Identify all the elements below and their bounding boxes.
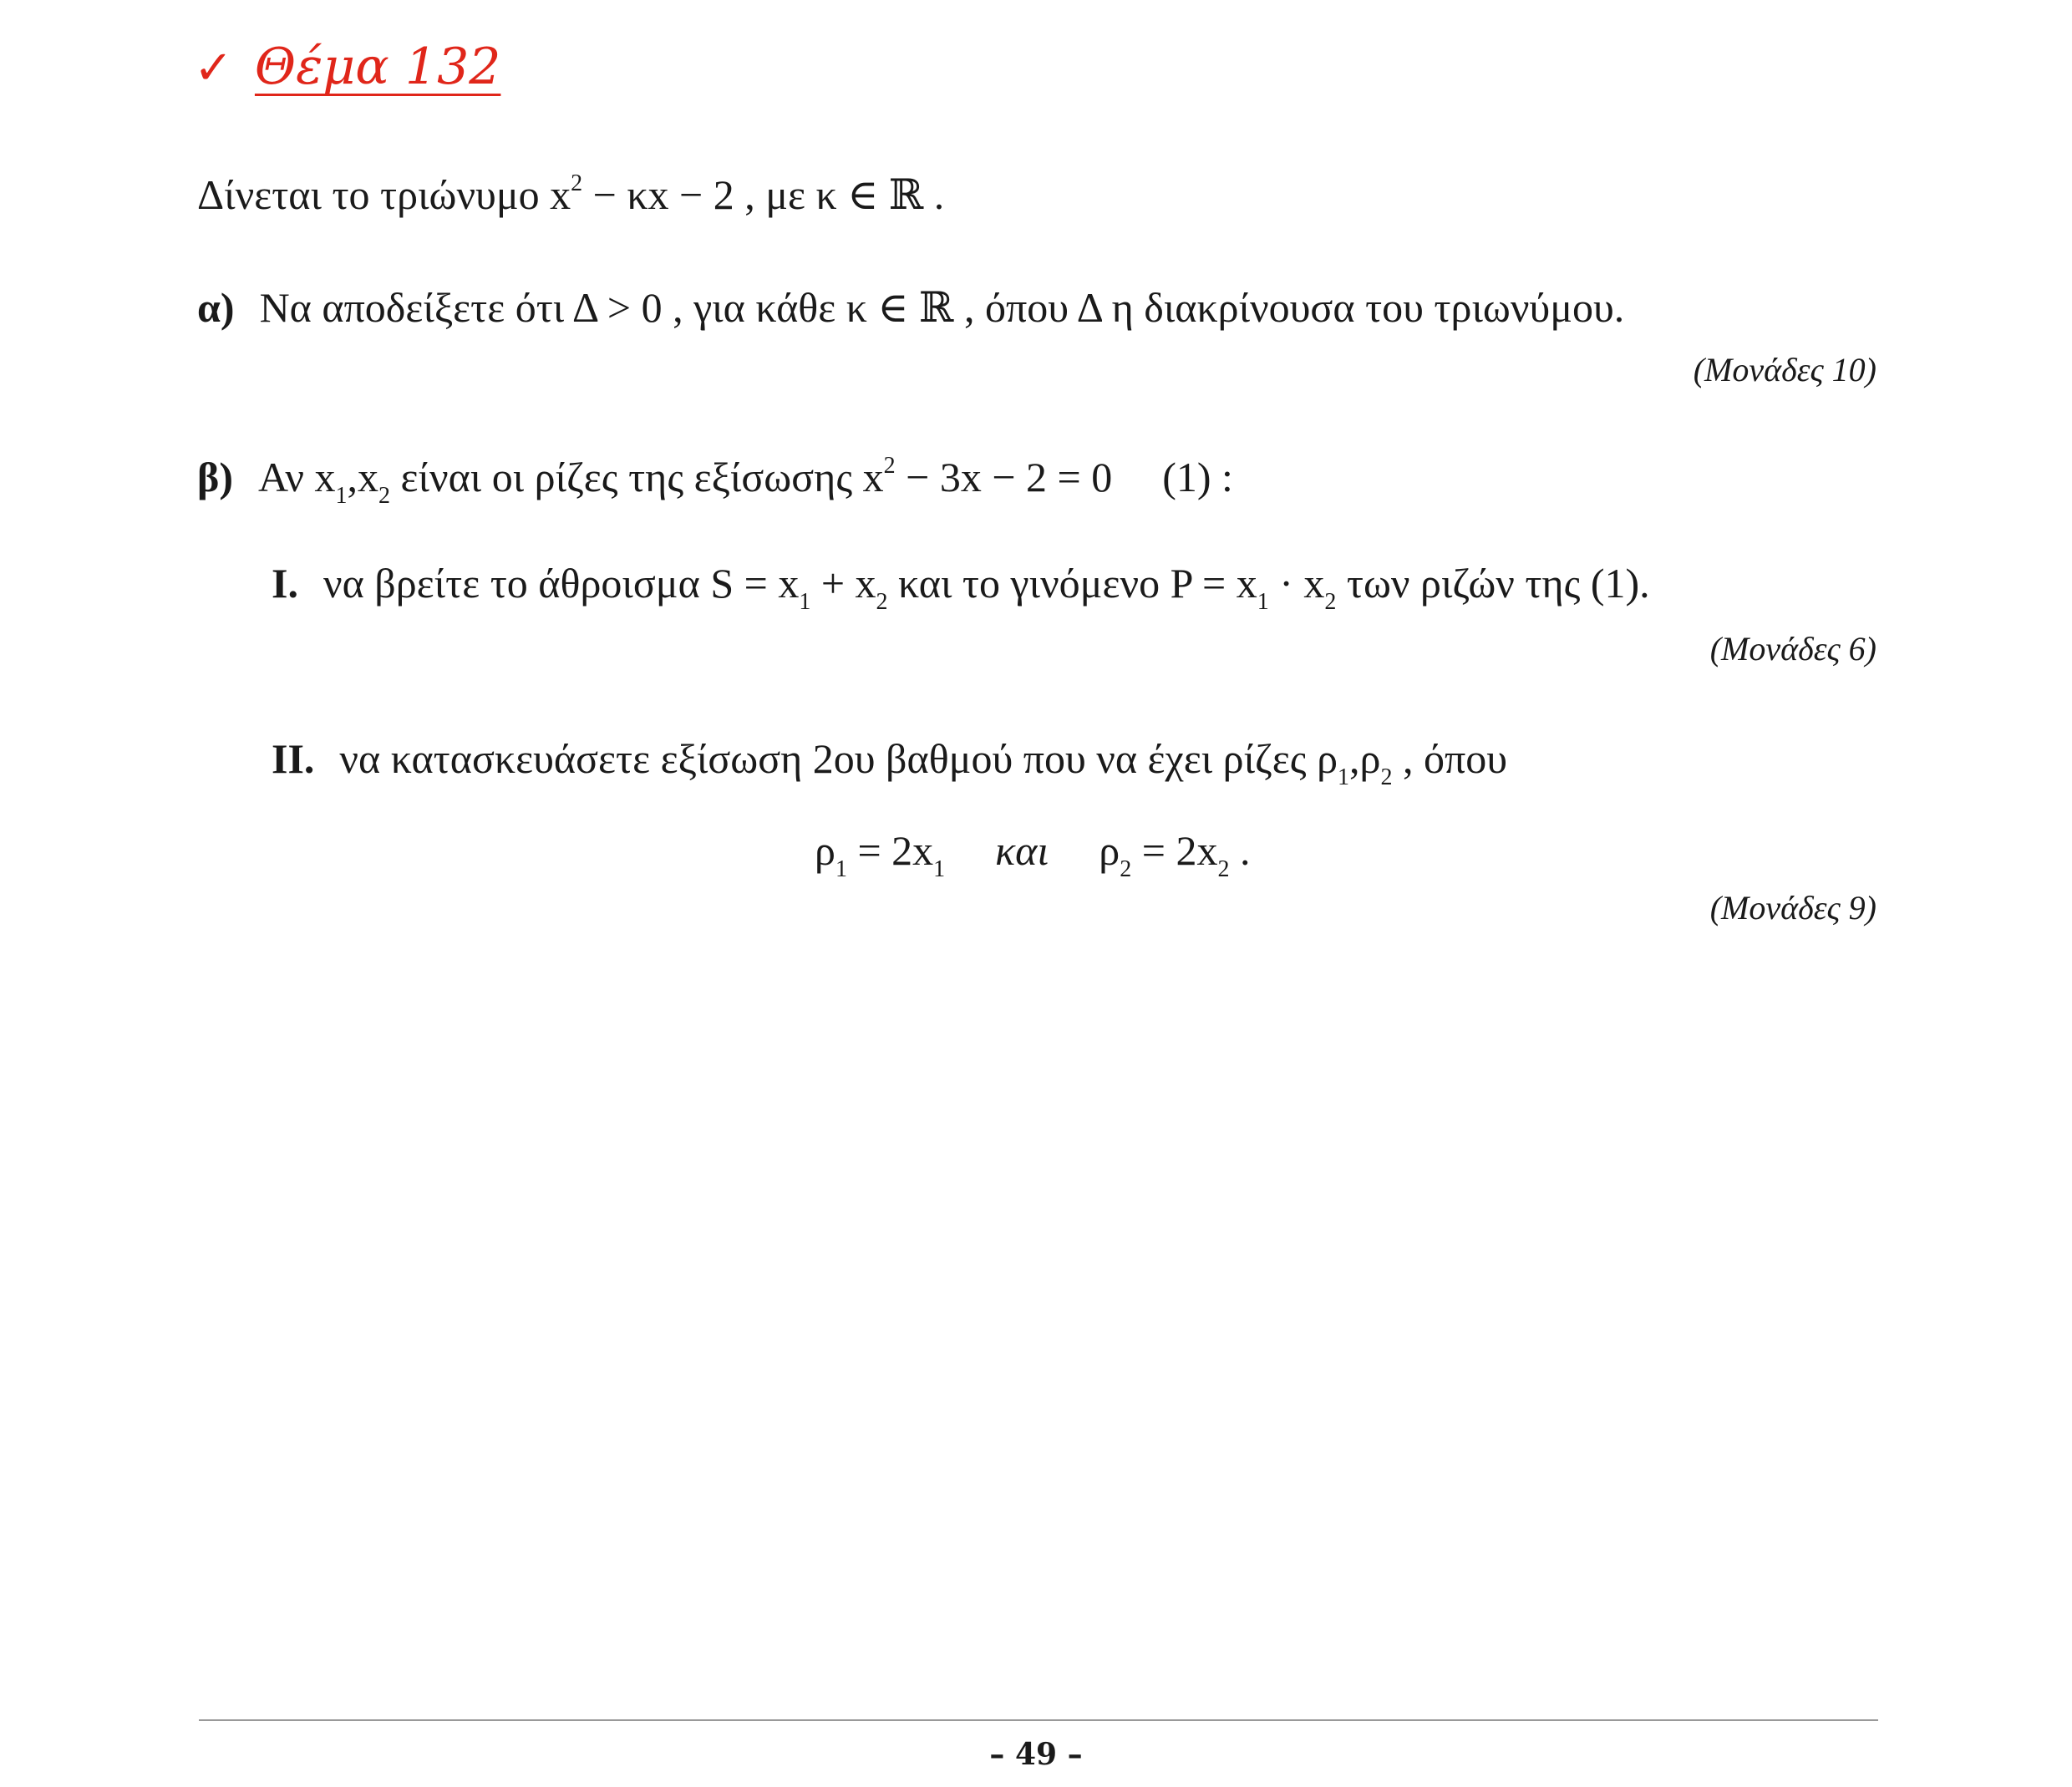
intro-poly-x: x	[550, 171, 571, 218]
part-a-text: Να αποδείξετε ότι Δ > 0 , για κάθε κ ∈ ℝ , όπου Δ η διακρίνουσα του τριωνύμου.	[259, 284, 1625, 331]
part-b-text-mid: είναι οι ρίζες της εξίσωσης	[390, 454, 863, 500]
topic-title-text: Θέμα 132	[254, 38, 501, 96]
part-b1-text-end: των ριζών της (1).	[1336, 560, 1650, 607]
eq-end: .	[1229, 827, 1251, 874]
part-b1-sum-plus: + x	[810, 560, 876, 607]
intro-suffix: , με κ ∈ ℝ .	[734, 171, 945, 218]
part-b1-marks: (Μονάδες 6)	[1709, 630, 1876, 668]
part-b2-comma: ,	[1349, 735, 1360, 782]
eq2-rhs: = 2x	[1131, 827, 1218, 874]
part-b-text-start: Αν	[258, 454, 315, 500]
part-b2-equation	[815, 825, 1251, 882]
eq2-x-sub: 2	[1217, 856, 1230, 882]
part-b-root-x1: x	[314, 454, 336, 500]
part-b1-sum-sub2: 2	[876, 589, 888, 615]
part-b2-rho2: ρ	[1359, 735, 1381, 782]
part-b2-rho-sub2: 2	[1380, 764, 1393, 790]
part-b1-prod-sub2: 2	[1324, 589, 1337, 615]
eq2-rho: ρ	[1099, 827, 1120, 874]
part-b-eq-exp: 2	[883, 453, 896, 479]
part-b1-text-mid: και το γινόμενο	[887, 560, 1171, 607]
eq1-x-sub: 1	[933, 856, 946, 882]
part-b2-text-end: , όπου	[1392, 735, 1507, 782]
part-b-eq-x: x	[862, 454, 884, 500]
part-a	[197, 282, 1624, 333]
eq2-rho-sub: 2	[1120, 856, 1132, 882]
part-b1-prod-sub1: 1	[1257, 589, 1269, 615]
part-b-comma: ,	[347, 454, 358, 500]
part-b-eq-ref: (1) :	[1162, 454, 1233, 500]
part-b1-prod-dot: · x	[1268, 560, 1325, 607]
part-a-marks: (Μονάδες 10)	[1693, 351, 1876, 388]
part-b	[197, 452, 1233, 509]
checkmark-icon: ✓	[194, 41, 233, 95]
part-b1-sum-sub1: 1	[799, 589, 811, 615]
eq1-rho: ρ	[815, 827, 835, 874]
intro-statement	[197, 170, 944, 220]
eq1-rho-sub: 1	[835, 856, 847, 882]
part-b1-sum-lhs: S = x	[710, 560, 800, 607]
part-b2-text-start: να κατασκευάσετε εξίσωση 2ου βαθμού που να έχει ρίζες	[339, 735, 1318, 782]
part-b-label: β)	[197, 454, 233, 500]
part-b2-rho1: ρ	[1317, 735, 1338, 782]
page-number: – 49 –	[989, 1737, 1083, 1772]
footer-divider	[199, 1719, 1878, 1721]
intro-prefix: Δίνεται το τριώνυμο	[197, 171, 551, 218]
part-b2	[272, 734, 1507, 790]
eq1-rhs: = 2x	[846, 827, 934, 874]
part-b1-label: I.	[272, 560, 298, 607]
part-b2-label: II.	[272, 735, 315, 782]
part-b-sub2: 2	[378, 483, 391, 509]
part-a-label: α)	[197, 284, 235, 331]
part-b-eq-rest: − 3x − 2 = 0	[895, 454, 1113, 500]
part-b-sub1: 1	[335, 483, 348, 509]
intro-poly-exp: 2	[571, 170, 583, 196]
part-b-root-x2: x	[358, 454, 379, 500]
part-b1-text-start: να βρείτε το άθροισμα	[322, 560, 711, 607]
part-b2-marks: (Μονάδες 9)	[1709, 889, 1876, 926]
eq-conjunction: και	[995, 827, 1049, 874]
topic-title	[194, 33, 500, 102]
part-b1	[272, 558, 1650, 615]
part-b2-rho-sub1: 1	[1338, 764, 1350, 790]
part-b1-prod-lhs: P = x	[1170, 560, 1257, 607]
intro-poly-rest: − κx − 2	[582, 171, 734, 218]
